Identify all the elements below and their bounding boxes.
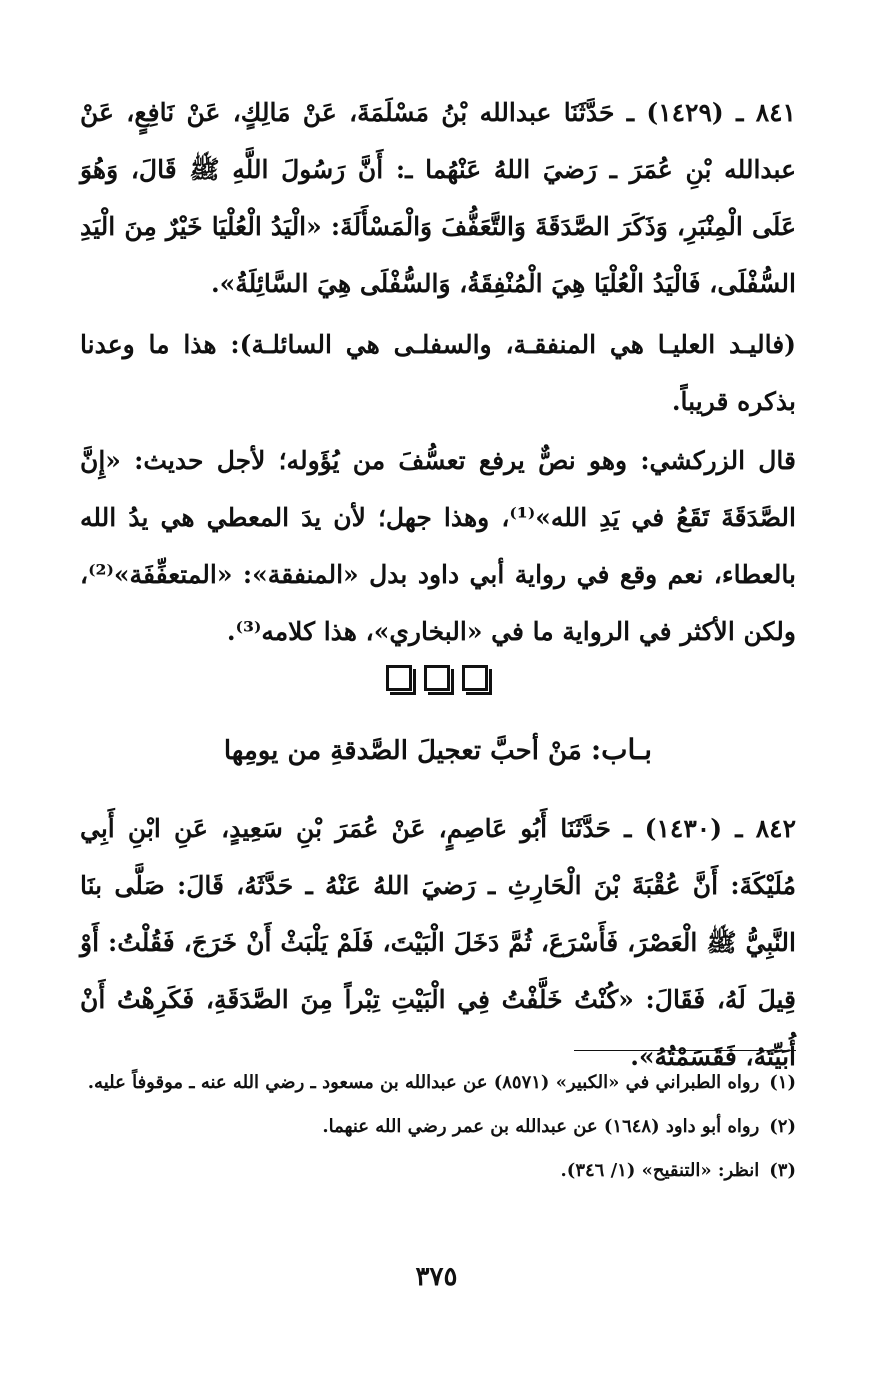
footnote xyxy=(80,1110,796,1144)
footnote-number: (٣) xyxy=(769,1160,796,1181)
section-divider-ornament xyxy=(0,665,873,691)
ornament-square-icon xyxy=(386,665,412,691)
footnote-text: انظر: «التنقيح» (١/ ٣٤٦). xyxy=(560,1160,760,1181)
footnote xyxy=(80,1066,796,1100)
commentary-paragraph-2 xyxy=(80,432,796,660)
commentary-text-2: قال الزركشي: وهو نصٌّ يرفع تعسُّفَ من يُؤَوله؛ لأجل حديث: «إِنَّ الصَّدَقَةَ تَقَعُ في يَدِ الله»⁽¹⁾، وهذا جهل؛ لأن يدَ المعطي هي يدُ الله بالعطاء، نعم وقع في رواية أبي داود بدل «المنفقة»: «المتعفِّفَة»⁽²⁾، ولكن الأكثر في الرواية ما في «البخاري»، هذا كلامه⁽³⁾. xyxy=(80,446,796,646)
page-number: ٣٧٥ xyxy=(415,1262,458,1292)
hadith-842-text: ٨٤٢ ـ (١٤٣٠) ـ حَدَّثَنَا أَبُو عَاصِمٍ، عَنْ عُمَرَ بْنِ سَعِيدٍ، عَنِ ابْنِ أَبِي مُلَيْكَةَ: أَنَّ عُقْبَةَ بْنَ الْحَارِثِ ـ رَضيَ اللهُ عَنْهُ ـ حَدَّثَهُ، قَالَ: صَلَّى بنَا النَّبِيُّ ﷺ الْعَصْرَ، فَأَسْرَعَ، ثُمَّ دَخَلَ الْبَيْتَ، فَلَمْ يَلْبَثْ أَنْ خَرَجَ، فَقُلْتُ: أَوْ قِيلَ لَهُ، فَقَالَ: «كُنْتُ خَلَّفْتُ فِي الْبَيْتِ تِبْراً مِنَ الصَّدَقَةِ، فَكَرِهْتُ أَنْ أُبَيِّتَهُ، فَقَسَمْتُهُ». xyxy=(80,814,797,1071)
footnote-number: (٢) xyxy=(769,1116,796,1137)
ornament-square-icon xyxy=(424,665,450,691)
chapter-lead: بـاب: xyxy=(590,733,653,766)
hadith-841-text: ٨٤١ ـ (١٤٢٩) ـ حَدَّثَنَا عبدالله بْنُ مَسْلَمَةَ، عَنْ مَالِكٍ، عَنْ نَافِعٍ، عَنْ عبدالله بْنِ عُمَرَ ـ رَضيَ اللهُ عَنْهُما ـ: أَنَّ رَسُولَ اللَّهِ ﷺ قَالَ، وَهُوَ عَلَى الْمِنْبَرِ، وَذَكَرَ الصَّدَقَةَ وَالتَّعَفُّفَ وَالْمَسْأَلَةَ: «الْيَدُ الْعُلْيَا خَيْرٌ مِنَ الْيَدِ السُّفْلَى، فَالْيَدُ الْعُلْيَا هِيَ الْمُنْفِقَةُ، وَالسُّفْلَى هِيَ السَّائِلَةُ». xyxy=(80,98,796,298)
ornament-square-icon xyxy=(462,665,488,691)
commentary-paragraph-1 xyxy=(80,316,796,430)
footnote-number: (١) xyxy=(769,1072,796,1093)
hadith-842 xyxy=(80,800,796,1085)
footnote xyxy=(80,1154,796,1188)
chapter-heading xyxy=(80,730,796,771)
footnote-separator xyxy=(574,1050,796,1051)
commentary-text-1: (فاليـد العليـا هي المنفقـة، والسفلـى هي السائلـة): هذا ما وعدنا بذكره قريباً. xyxy=(80,330,796,416)
chapter-title-text: مَنْ أحبَّ تعجيلَ الصَّدقةِ من يومِها xyxy=(223,736,582,766)
footnote-text: رواه الطبراني في «الكبير» (٨٥٧١) عن عبدالله بن مسعود ـ رضي الله عنه ـ موقوفاً عليه. xyxy=(87,1072,760,1093)
hadith-841 xyxy=(80,84,796,312)
footnote-text: رواه أبو داود (١٦٤٨) عن عبدالله بن عمر رضي الله عنهما. xyxy=(322,1116,760,1137)
footnotes xyxy=(80,1066,796,1198)
